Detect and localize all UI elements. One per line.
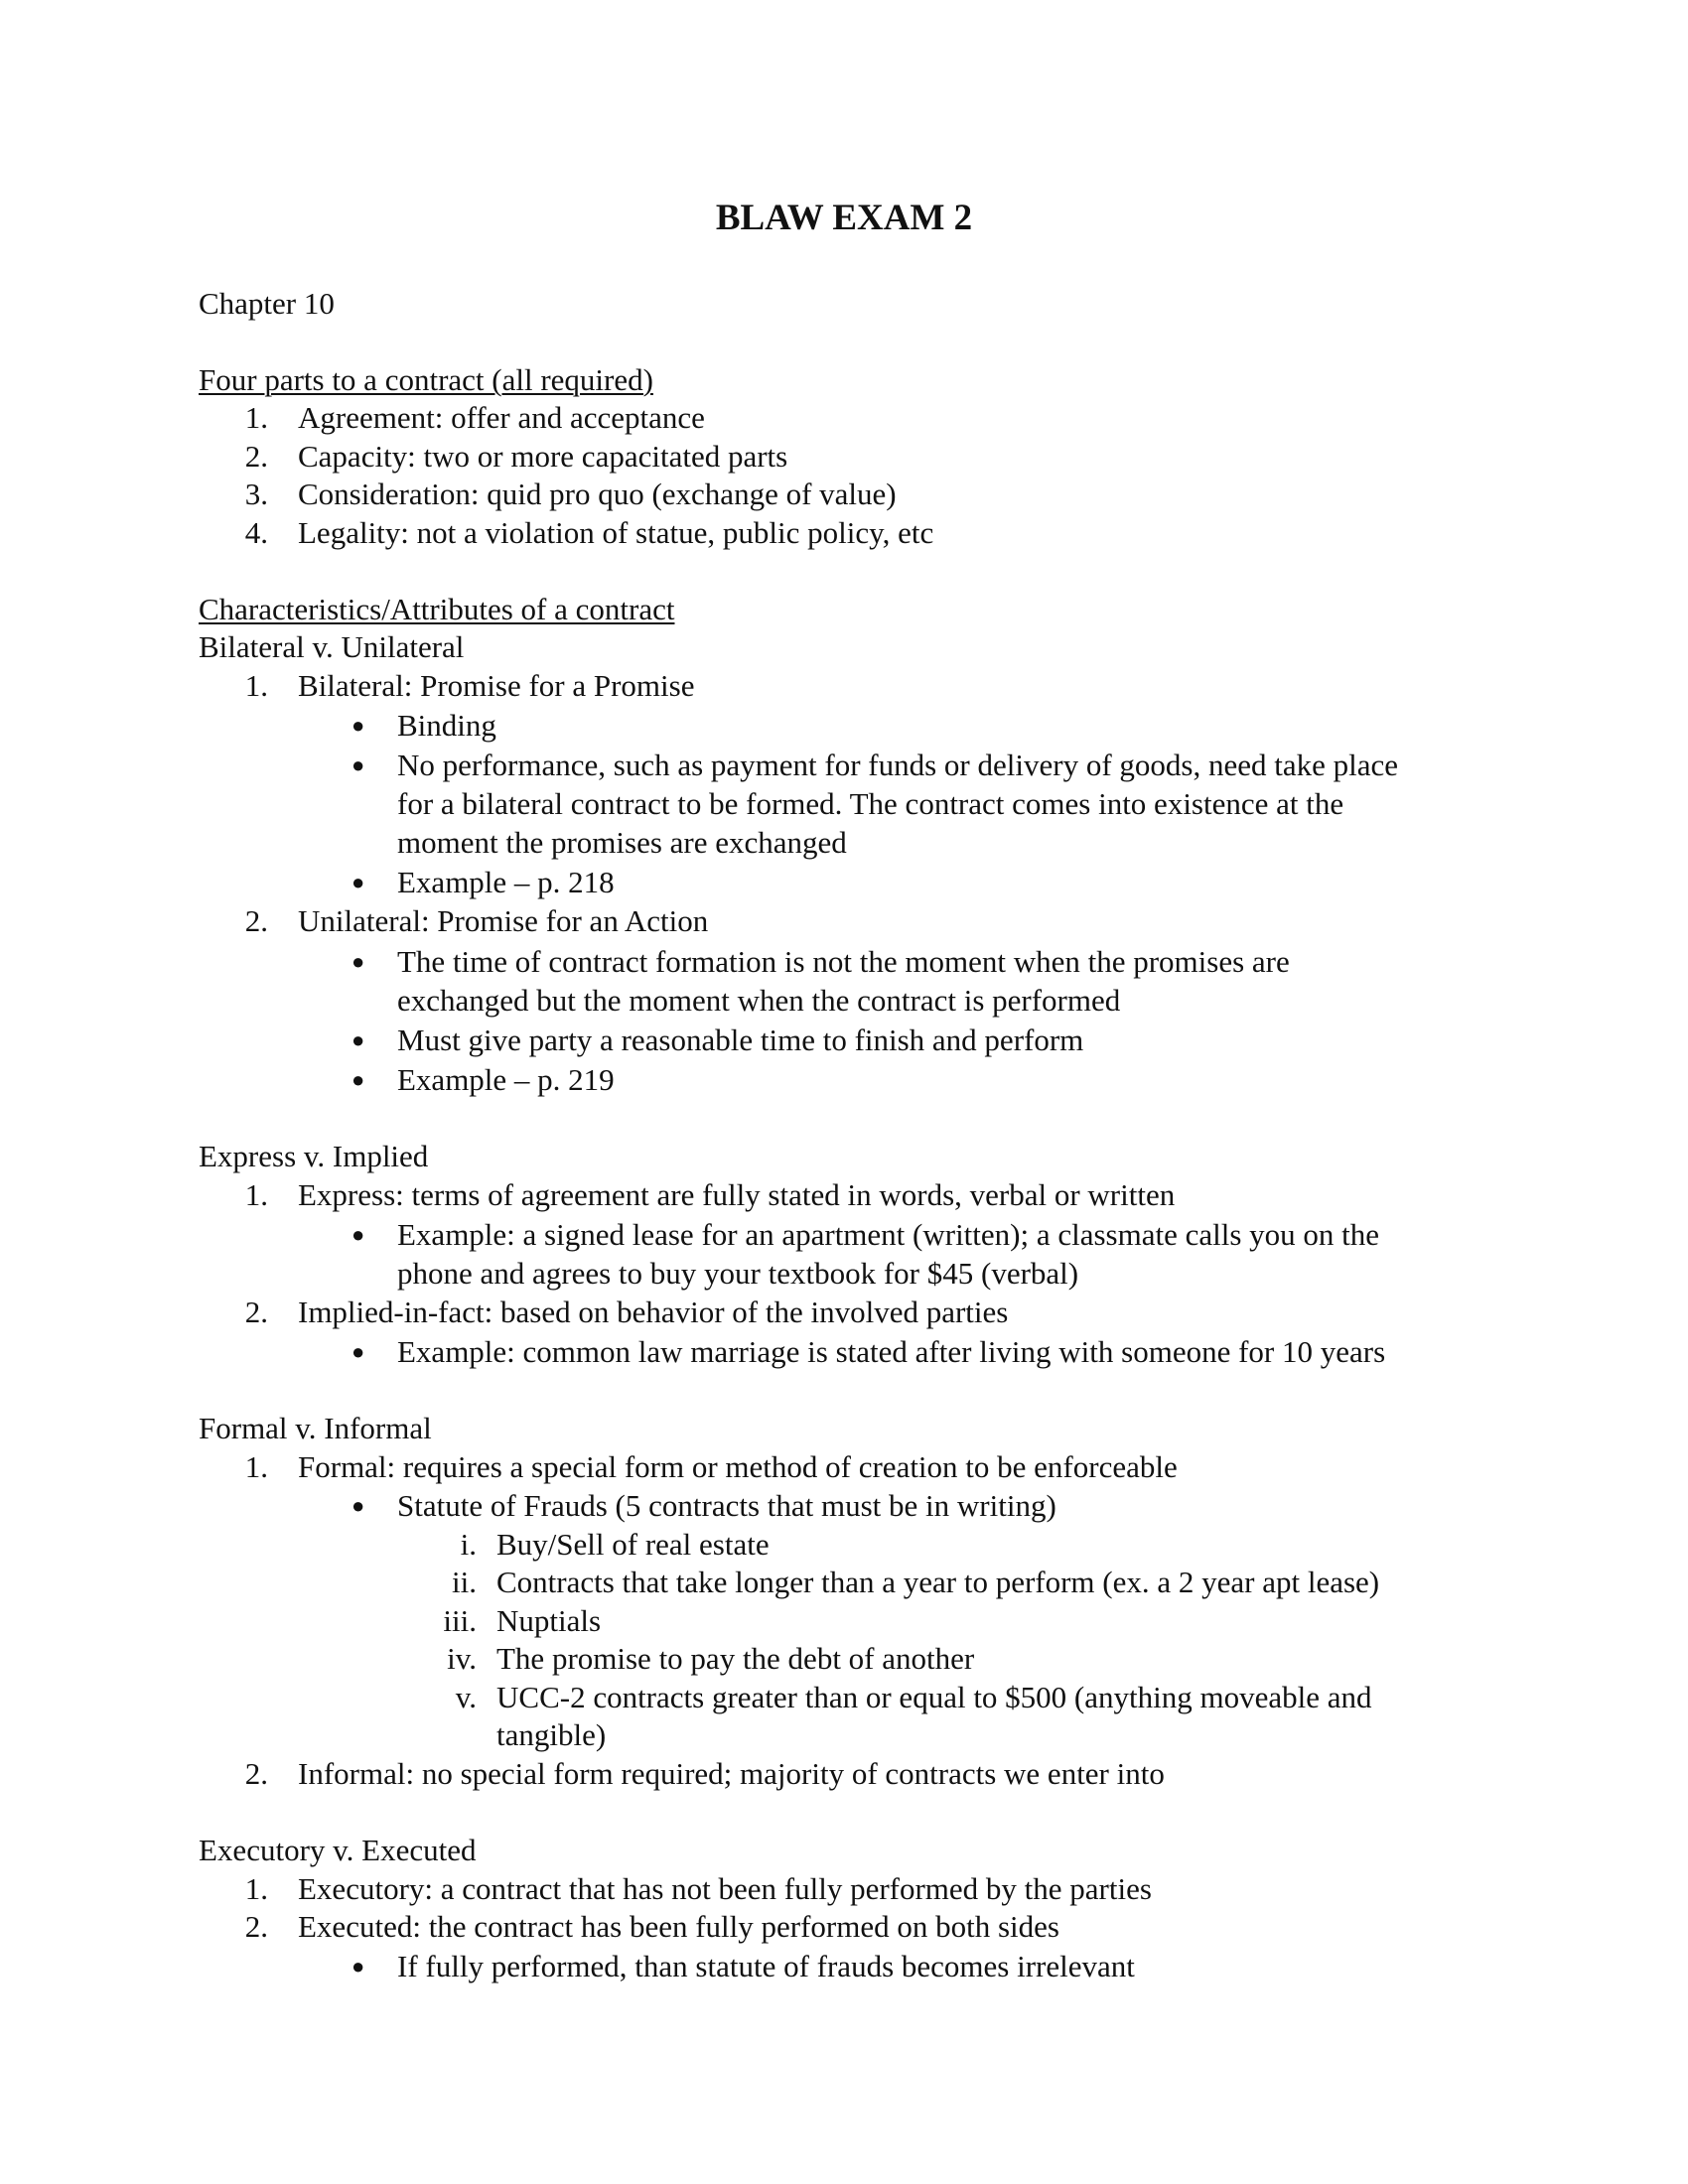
document-title: BLAW EXAM 2 — [715, 198, 973, 238]
bullet-icon: ● — [352, 713, 365, 738]
bullet-item-continuation: exchanged but the moment when the contract is performed — [397, 983, 1121, 1018]
section-heading-four-parts: Four parts to a contract (all required) — [199, 362, 653, 397]
bullet-item: Example: common law marriage is stated after living with someone for 10 years — [397, 1334, 1386, 1369]
list-item: Bilateral: Promise for a Promise — [298, 668, 695, 703]
list-item: Agreement: offer and acceptance — [298, 400, 705, 435]
bullet-item-continuation: phone and agrees to buy your textbook for $45 (verbal) — [397, 1256, 1079, 1291]
subheading-express: Express v. Implied — [199, 1139, 429, 1173]
bullet-item: Binding — [397, 708, 496, 743]
list-number: 4. — [244, 515, 268, 550]
list-number: 2. — [244, 1295, 268, 1329]
list-number: 2. — [244, 439, 268, 474]
bullet-icon: ● — [352, 752, 365, 777]
list-item: Express: terms of agreement are fully stated in words, verbal or written — [298, 1177, 1176, 1212]
subheading-bilateral: Bilateral v. Unilateral — [199, 629, 465, 664]
roman-item: Buy/Sell of real estate — [496, 1527, 770, 1562]
list-number: 1. — [244, 1871, 268, 1906]
bullet-icon: ● — [352, 1493, 365, 1518]
subheading-formal: Formal v. Informal — [199, 1411, 432, 1445]
list-item: Legality: not a violation of statue, public policy, etc — [298, 515, 934, 550]
list-number: 2. — [244, 1756, 268, 1791]
bullet-icon: ● — [352, 1067, 365, 1092]
bullet-item: The time of contract formation is not the moment when the promises are — [397, 944, 1290, 979]
roman-item: Contracts that take longer than a year to perform (ex. a 2 year apt lease) — [496, 1565, 1380, 1599]
chapter-label: Chapter 10 — [199, 286, 335, 321]
roman-item: Nuptials — [496, 1603, 602, 1638]
list-item: Executed: the contract has been fully performed on both sides — [298, 1909, 1059, 1944]
list-item: Implied-in-fact: based on behavior of the involved parties — [298, 1295, 1009, 1329]
roman-item: The promise to pay the debt of another — [496, 1641, 975, 1676]
bullet-icon: ● — [352, 870, 365, 894]
roman-item: UCC-2 contracts greater than or equal to $500 (anything moveable and — [496, 1680, 1372, 1714]
list-number: 2. — [244, 903, 268, 938]
list-number: 1. — [244, 400, 268, 435]
list-number: 1. — [244, 668, 268, 703]
list-number: 3. — [244, 477, 268, 511]
bullet-icon: ● — [352, 1954, 365, 1979]
section-heading-characteristics: Characteristics/Attributes of a contract — [199, 592, 675, 626]
bullet-item: Example: a signed lease for an apartment (written); a classmate calls you on the — [397, 1217, 1380, 1252]
roman-number: i. — [460, 1527, 477, 1562]
roman-number: iii. — [443, 1603, 477, 1638]
list-item: Consideration: quid pro quo (exchange of value) — [298, 477, 897, 511]
bullet-icon: ● — [352, 1222, 365, 1247]
list-number: 1. — [244, 1449, 268, 1484]
list-item: Informal: no special form required; majority of contracts we enter into — [298, 1756, 1165, 1791]
bullet-item: Example – p. 218 — [397, 865, 615, 899]
roman-number: iv. — [447, 1641, 477, 1676]
bullet-item: If fully performed, than statute of frauds becomes irrelevant — [397, 1949, 1135, 1983]
roman-item-continuation: tangible) — [496, 1717, 607, 1752]
bullet-item: Statute of Frauds (5 contracts that must be in writing) — [397, 1488, 1056, 1523]
subheading-executory: Executory v. Executed — [199, 1833, 477, 1867]
roman-number: ii. — [452, 1565, 477, 1599]
roman-number: v. — [455, 1680, 477, 1714]
bullet-item-continuation: moment the promises are exchanged — [397, 825, 847, 860]
list-item: Unilateral: Promise for an Action — [298, 903, 709, 938]
bullet-item: Must give party a reasonable time to finish and perform — [397, 1023, 1084, 1057]
bullet-item: Example – p. 219 — [397, 1062, 615, 1097]
list-item: Capacity: two or more capacitated parts — [298, 439, 788, 474]
list-item: Executory: a contract that has not been fully performed by the parties — [298, 1871, 1152, 1906]
list-number: 2. — [244, 1909, 268, 1944]
bullet-icon: ● — [352, 1339, 365, 1364]
list-item: Formal: requires a special form or method of creation to be enforceable — [298, 1449, 1178, 1484]
bullet-item-continuation: for a bilateral contract to be formed. The contract comes into existence at the — [397, 786, 1344, 821]
bullet-item: No performance, such as payment for funds or delivery of goods, need take place — [397, 748, 1398, 782]
bullet-icon: ● — [352, 949, 365, 974]
bullet-icon: ● — [352, 1027, 365, 1052]
list-number: 1. — [244, 1177, 268, 1212]
